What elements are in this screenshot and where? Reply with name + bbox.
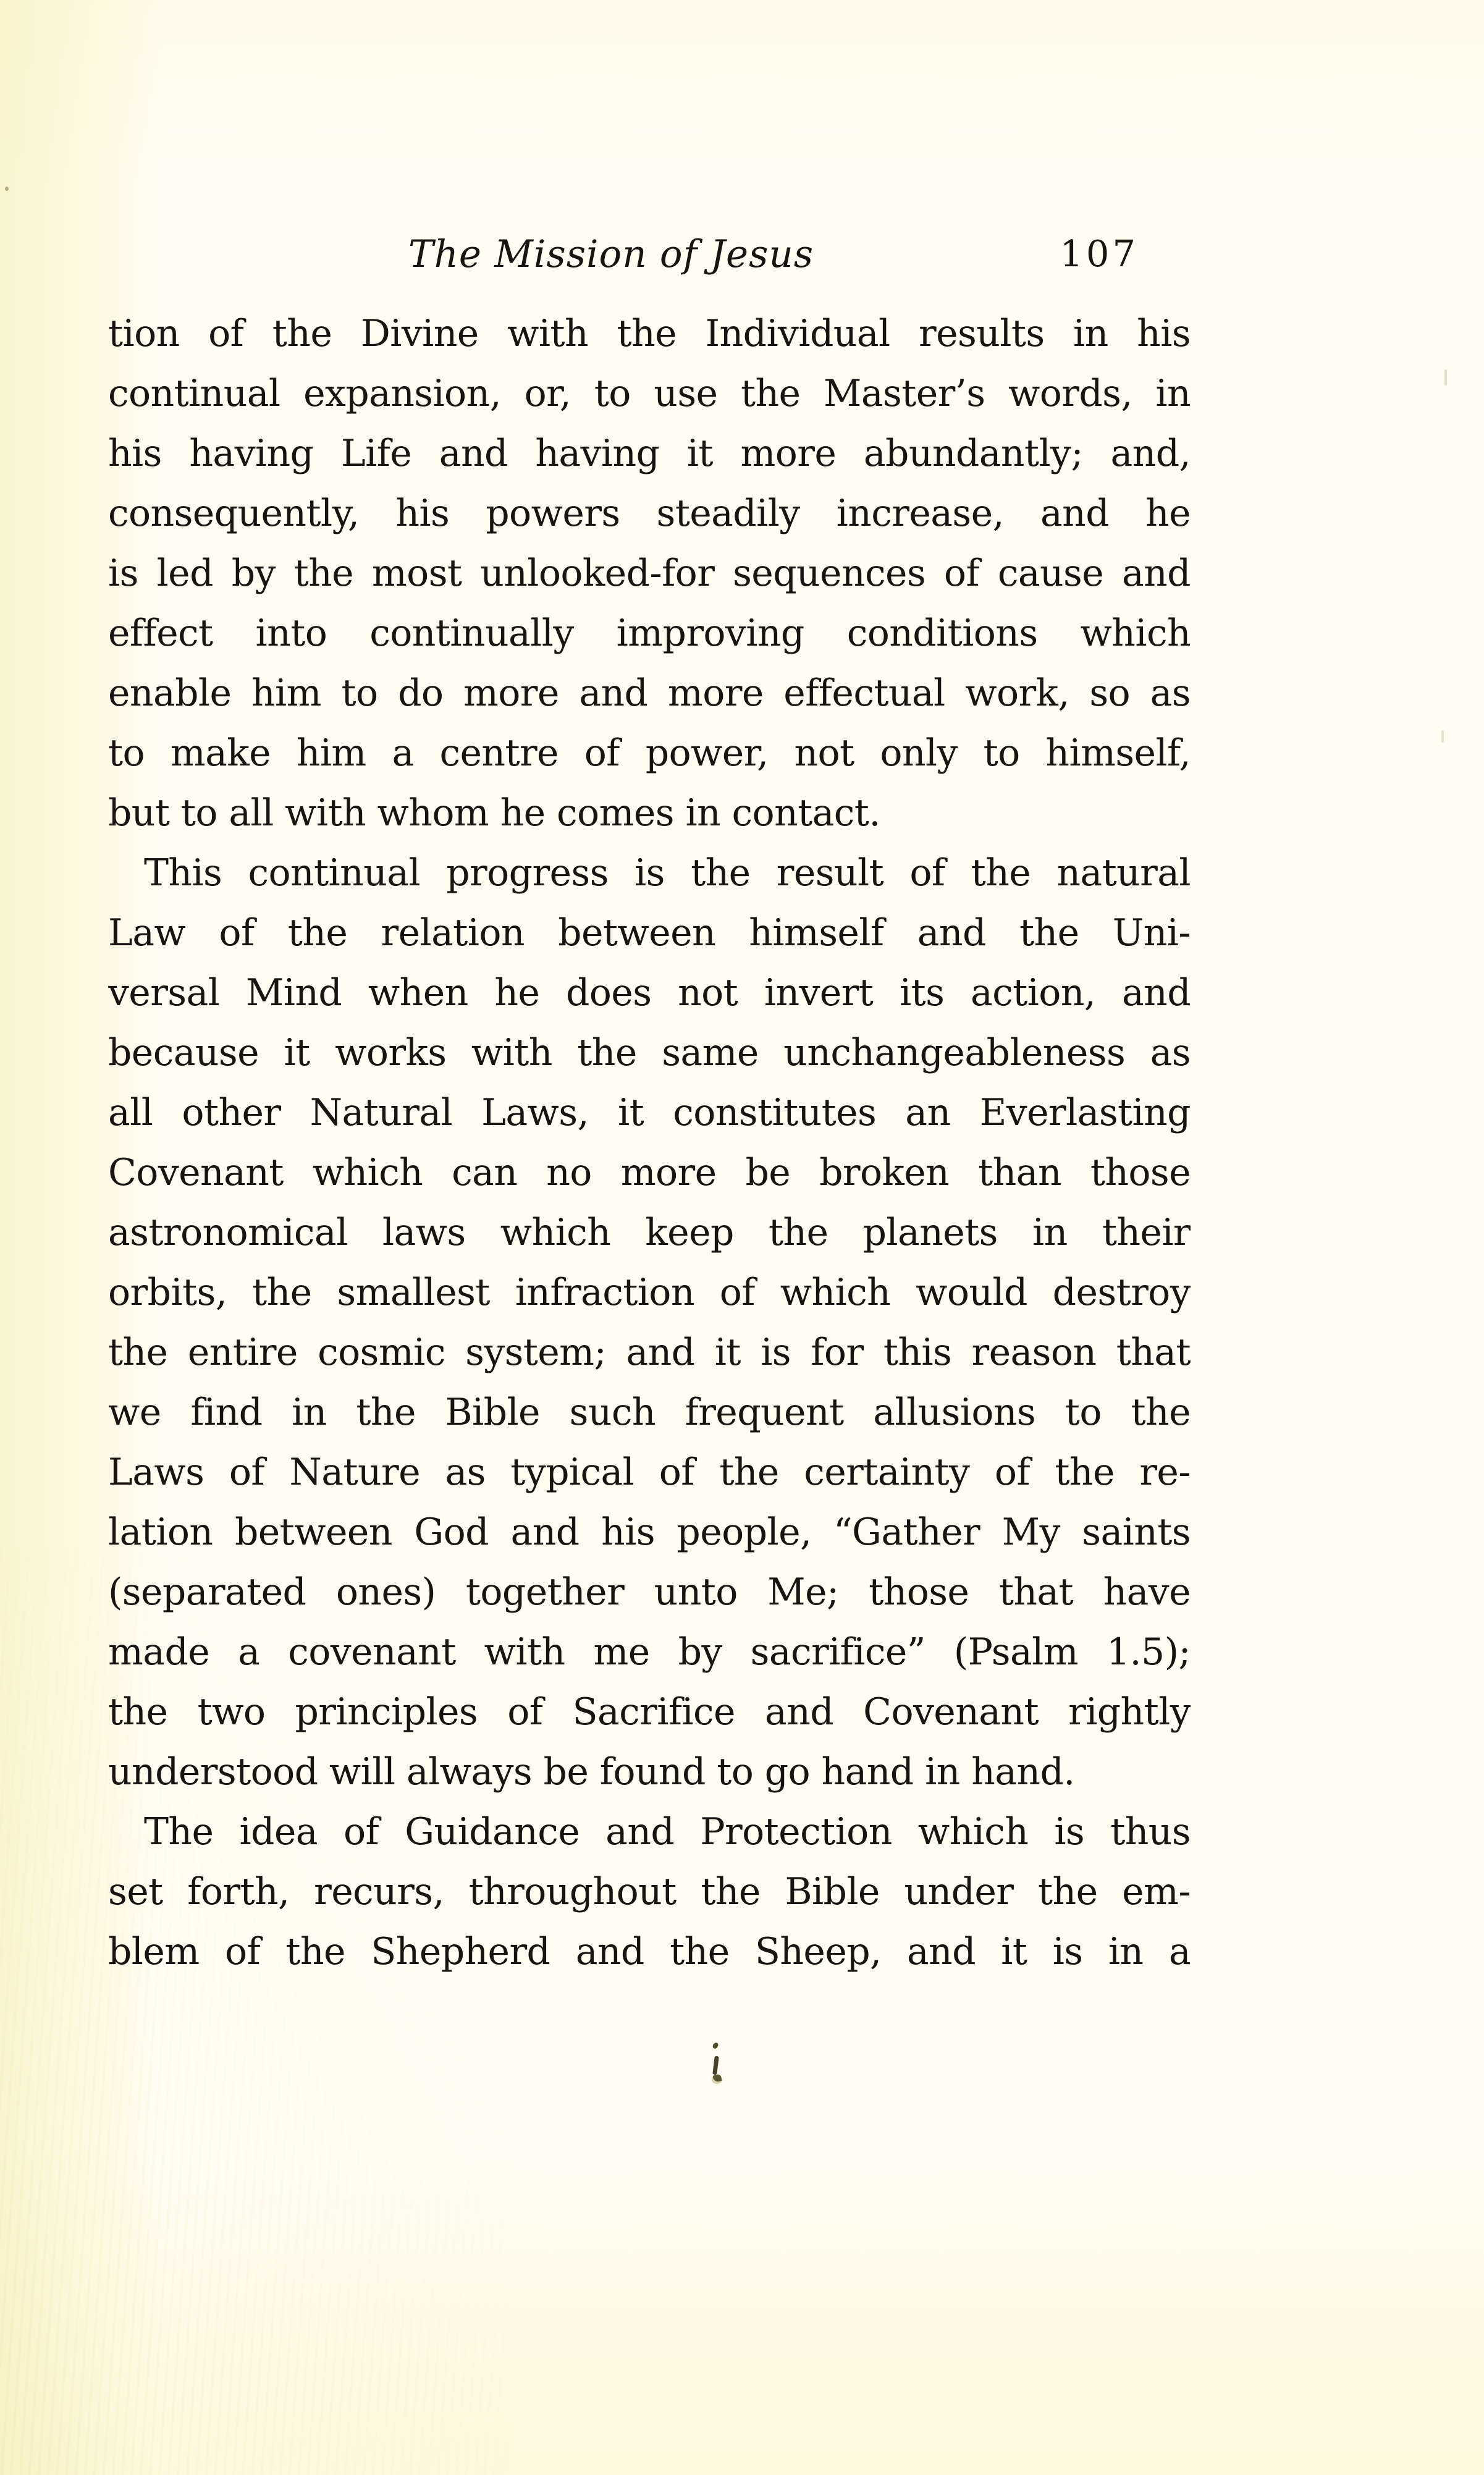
text-line: Laws of Nature as typical of the certainty of the re- bbox=[108, 1451, 1191, 1494]
text-line: we find in the Bible such frequent allusions to the bbox=[108, 1391, 1191, 1434]
text-line: continual expansion, or, to use the Master’s words, in bbox=[108, 372, 1191, 415]
text-line: to make him a centre of power, not only to himself, bbox=[108, 732, 1191, 775]
page-number: 107 bbox=[1060, 232, 1139, 275]
text-line: tion of the Divine with the Individual results in his bbox=[108, 312, 1191, 355]
text-line: orbits, the smallest infraction of which would destroy bbox=[108, 1271, 1191, 1314]
text-line: blem of the Shepherd and the Sheep, and it is in a bbox=[108, 1930, 1191, 1973]
text-line: understood will always be found to go hand in hand. bbox=[108, 1750, 1075, 1794]
ink-smudge-blob bbox=[710, 2073, 722, 2085]
text-line: because it works with the same unchangeableness as bbox=[108, 1031, 1191, 1074]
paper-speck bbox=[1444, 369, 1447, 386]
text-line: enable him to do more and more effectual work, so as bbox=[108, 672, 1191, 715]
text-line: effect into continually improving conditions which bbox=[108, 612, 1191, 655]
ink-smudge-stroke bbox=[712, 2056, 719, 2075]
text-line: Covenant which can no more be broken than those bbox=[108, 1151, 1191, 1194]
ink-smudge-dot bbox=[712, 2042, 719, 2049]
text-line: This continual progress is the result of the natural bbox=[144, 851, 1191, 895]
text-line: lation between God and his people, “Gather My saints bbox=[108, 1511, 1191, 1554]
text-line: set forth, recurs, throughout the Bible under the em- bbox=[108, 1870, 1191, 1913]
ink-smudge bbox=[708, 2043, 724, 2091]
body-text-block bbox=[108, 304, 1191, 1982]
text-line: the two principles of Sacrifice and Covenant rightly bbox=[108, 1690, 1191, 1734]
running-head bbox=[108, 232, 1191, 288]
paper-speck bbox=[5, 187, 9, 191]
text-line: consequently, his powers steadily increase, and he bbox=[108, 492, 1191, 535]
text-line: the entire cosmic system; and it is for this reason that bbox=[108, 1331, 1191, 1374]
text-line: made a covenant with me by sacrifice” (Psalm 1.5); bbox=[108, 1630, 1191, 1674]
text-line: is led by the most unlooked-for sequences of cause and bbox=[108, 552, 1191, 595]
text-line: his having Life and having it more abundantly; and, bbox=[108, 432, 1191, 475]
paper-speck bbox=[1441, 730, 1444, 743]
page-header-title: The Mission of Jesus bbox=[408, 232, 814, 276]
text-line: all other Natural Laws, it constitutes an Everlasting bbox=[108, 1091, 1191, 1134]
text-line: versal Mind when he does not invert its action, and bbox=[108, 971, 1191, 1014]
text-line: astronomical laws which keep the planets in their bbox=[108, 1211, 1191, 1254]
text-line: (separated ones) together unto Me; those that have bbox=[108, 1571, 1191, 1614]
text-line: but to all with whom he comes in contact. bbox=[108, 791, 880, 835]
text-line: Law of the relation between himself and the Uni- bbox=[108, 911, 1191, 955]
text-line: The idea of Guidance and Protection which is thus bbox=[144, 1810, 1191, 1853]
